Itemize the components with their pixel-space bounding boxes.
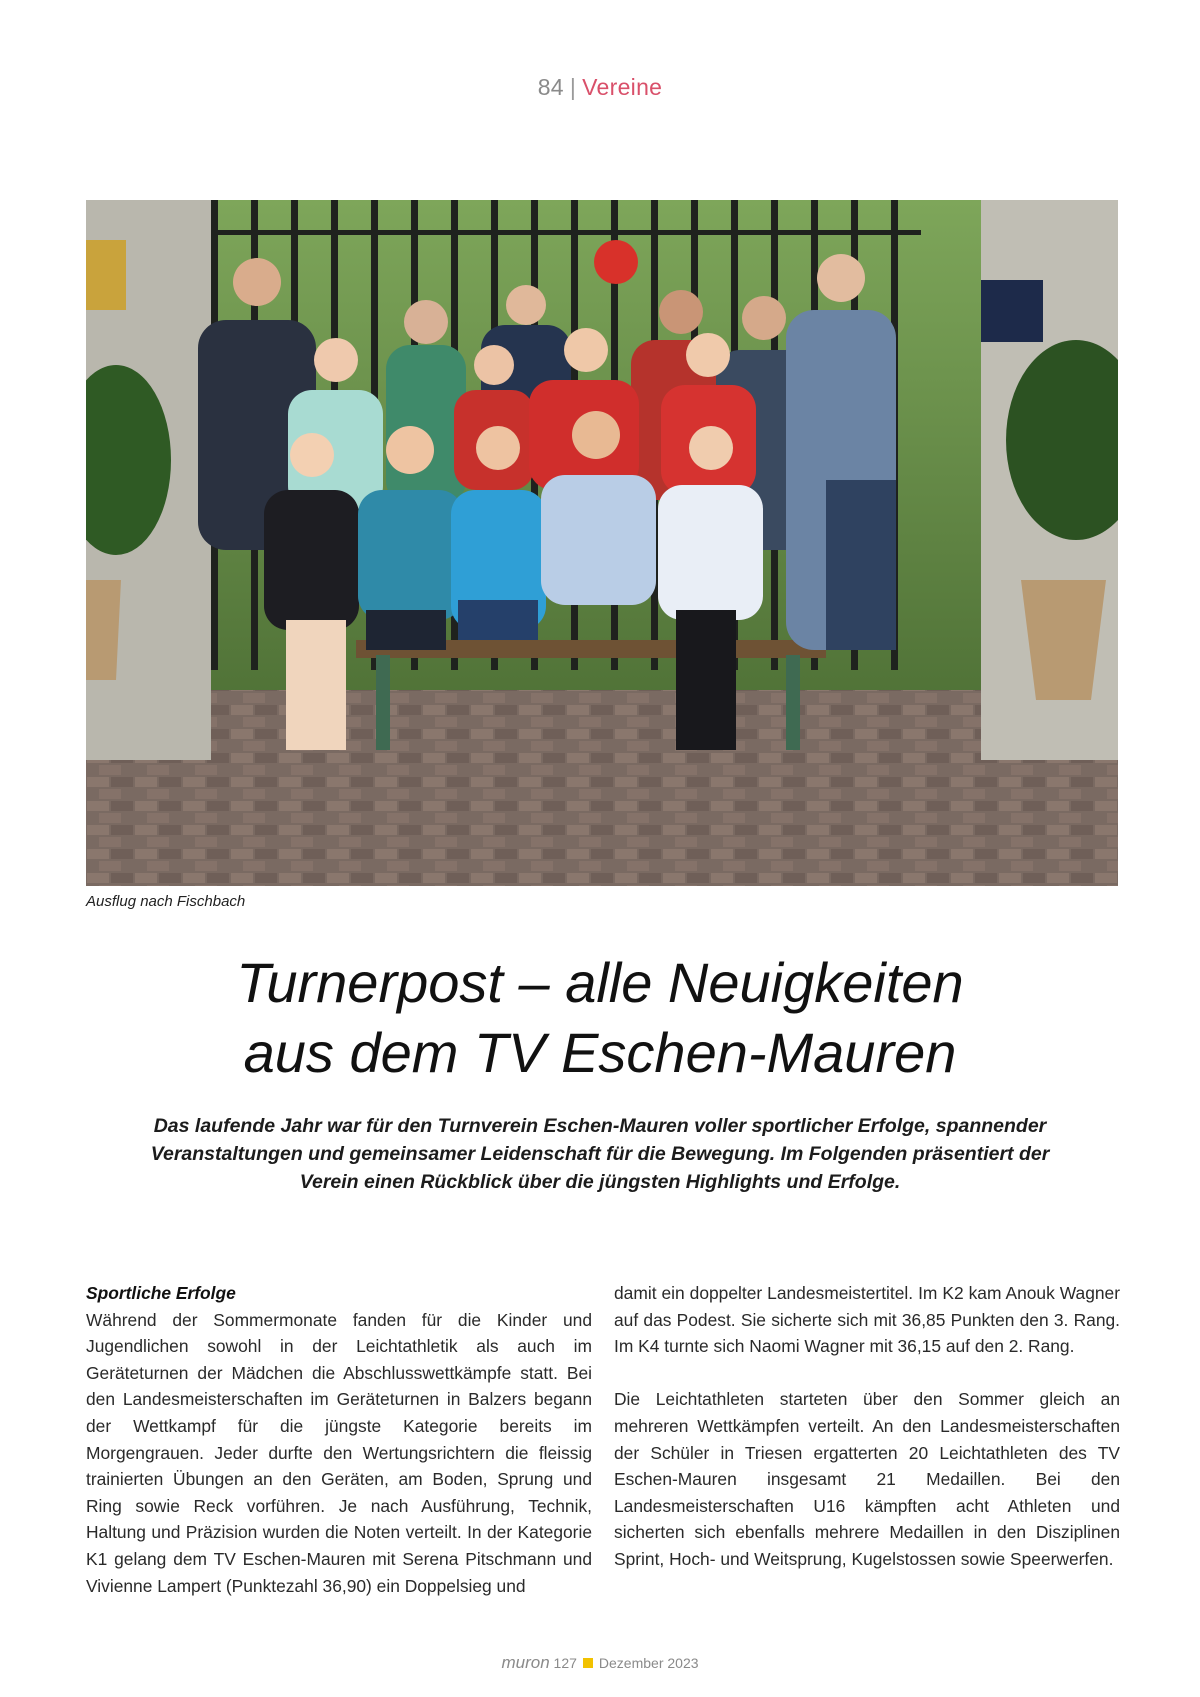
page-footer (0, 1653, 1200, 1673)
group-photo (86, 200, 1118, 886)
body-paragraph-2: Die Leichtathleten starteten über den Sommer gleich an mehreren Wettkämpfen verteilt. An den Landesmeisterschaften der Schüler in Triesen ergatterten 20 Leichtathleten des TV Eschen-Mauren insgesamt 21 Medaillen. Bei den Landesmeisterschaften U16 kämpften acht Athleten und sicherten sich ebenfalls mehrere Medaillen in den Disziplinen Sprint, Hoch- und Weitsprung, Kugelstossen sowie Speerwerfen. (614, 1389, 1120, 1569)
section-label: Vereine (582, 74, 663, 100)
issue-date: Dezember 2023 (598, 1655, 699, 1671)
magazine-brand: muron (501, 1653, 550, 1672)
article-lead: Das laufende Jahr war für den Turnverein Eschen-Mauren voller sportlicher Erfolge, spannender Veranstaltungen und gemeinsamer Leidenschaft für die Bewegung. Im Folgenden präsentiert der Verein einen Rückblick über die jüngsten Highlights und Erfolge. (150, 1115, 1050, 1193)
page-number: 84 (537, 74, 564, 100)
issue-number: 127 (553, 1655, 577, 1671)
body-paragraph-1-continued: damit ein doppelter Landesmeistertitel. Im K2 kam Anouk Wagner auf das Podest. Sie sicherte sich mit 36,85 Punkten den 3. Rang. Im K4 turnte sich Naomi Wagner mit 36,15 auf den 2. Rang. (614, 1283, 1120, 1357)
article-title (0, 948, 1200, 1088)
page-header (0, 74, 1200, 101)
article-title-line-1: Turnerpost – alle Neuigkeiten (236, 951, 964, 1014)
footer-square-icon (583, 1658, 593, 1668)
body-paragraph-1: Während der Sommermonate fanden für die Kinder und Jugendlichen sowohl in der Leichtathletik als auch im Geräteturnen der Mädchen die Abschlusswettkämpfe statt. Bei den Landesmeisterschaften im Geräteturnen in Balzers begann der Wettkampf für die jüngste Kategorie bereits im Morgengrauen. Jeder durfte den Wertungsrichtern die fleissig trainierten Übungen an den Geräten, am Boden, Sprung und Ring sowie Reck vorführen. Je nach Ausführung, Technik, Haltung und Präzision wurden die Noten verteilt. In der Kategorie K1 gelang dem TV Eschen-Mauren mit Serena Pitschmann und Vivienne Lampert (Punktezahl 36,90) ein Doppelsieg und (86, 1309, 592, 1596)
article-column-left (86, 1280, 592, 1599)
group-photo-illustration (86, 200, 1118, 886)
article-title-line-2: aus dem TV Eschen-Mauren (243, 1021, 957, 1084)
header-separator: | (569, 74, 577, 100)
photo-caption: Ausflug nach Fischbach (86, 893, 246, 910)
article-column-right (614, 1280, 1120, 1573)
subheading: Sportliche Erfolge (86, 1283, 236, 1303)
